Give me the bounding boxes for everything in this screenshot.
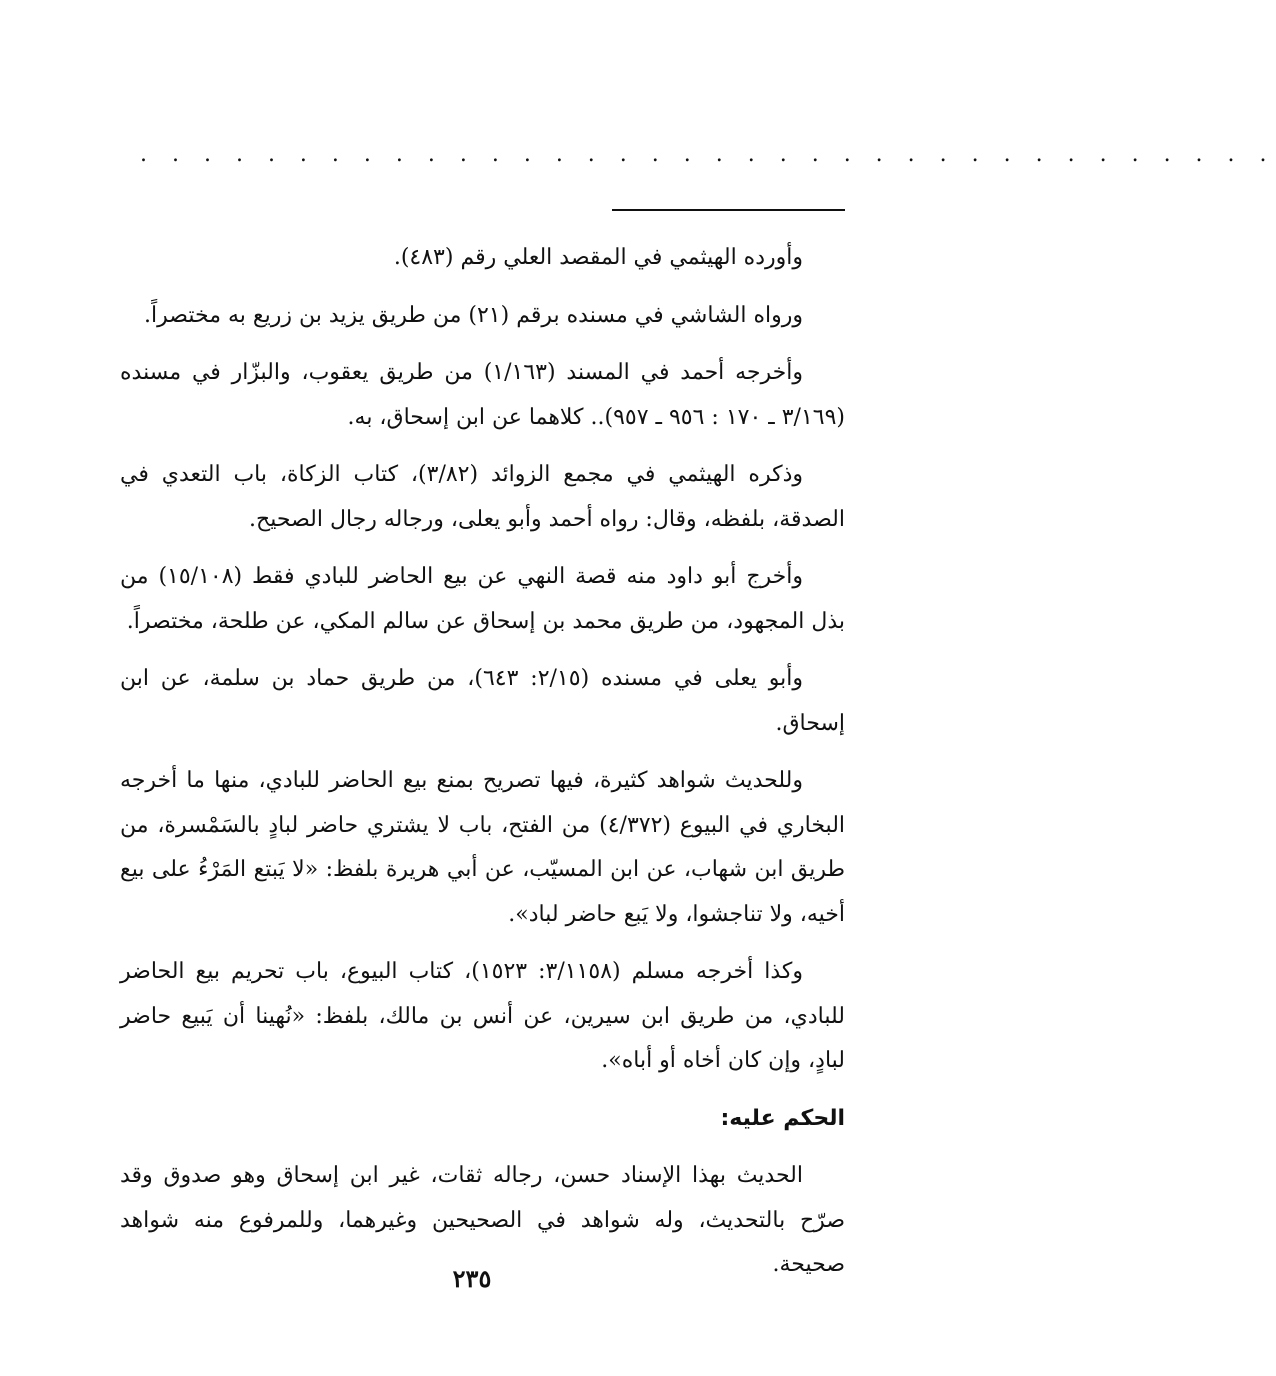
footnote-paragraph: وكذا أخرجه مسلم (٣/١١٥٨: ١٥٢٣)، كتاب البيوع، باب تحريم بيع الحاضر للبادي، من طريق ابن سيرين، عن أنس بن مالك، بلفظ: «نُهينا أن يَبيع حاضر لبادٍ، وإن كان أخاه أو أباه». [120,959,845,1073]
footnote-text [120,236,845,1301]
ruling-heading: الحكم عليه: [720,1105,845,1131]
page-number: ٢٣٥ [452,1264,492,1293]
footnote-paragraph: وأبو يعلى في مسنده (٢/١٥: ٦٤٣)، من طريق حماد بن سلمة، عن ابن إسحاق. [120,666,845,736]
footnote-rule [612,209,845,211]
dotted-separator: . . . . . . . . . . . . . . . . . . . . . . . . . . . . . . . . . . . . [140,142,1276,167]
footnote-paragraph: وذكره الهيثمي في مجمع الزوائد (٣/٨٢)، كتاب الزكاة، باب التعدي في الصدقة، بلفظه، وقال: رواه أحمد وأبو يعلى، ورجاله رجال الصحيح. [120,462,845,532]
footnote-paragraph: وللحديث شواهد كثيرة، فيها تصريح بمنع بيع الحاضر للبادي، منها ما أخرجه البخاري في البيوع (٤/٣٧٢) من الفتح، باب لا يشتري حاضر لبادٍ بالسَمْسرة، من طريق ابن شهاب، عن ابن المسيّب، عن أبي هريرة بلفظ: «لا يَبتع المَرْءُ على بيع أخيه، ولا تناجشوا، ولا يَبع حاضر لباد». [120,768,846,927]
footnote-paragraph: ورواه الشاشي في مسنده برقم (٢١) من طريق يزيد بن زريع به مختصراً. [144,302,803,328]
footnote-paragraph: وأخرجه أحمد في المسند (١/١٦٣) من طريق يعقوب، والبزّار في مسنده (٣/١٦٩ ـ ١٧٠ : ٩٥٦ ـ ٩٥٧).. كلاهما عن ابن إسحاق، به. [120,360,845,430]
footnote-paragraph: وأخرج أبو داود منه قصة النهي عن بيع الحاضر للبادي فقط (١٥/١٠٨) من بذل المجهود، من طريق محمد بن إسحاق عن سالم المكي، عن طلحة، مختصراً. [120,564,845,634]
footnote-paragraph: وأورده الهيثمي في المقصد العلي رقم (٤٨٣). [393,245,803,270]
ruling-paragraph: الحديث بهذا الإسناد حسن، رجاله ثقات، غير ابن إسحاق وهو صدوق وقد صرّح بالتحديث، وله شواهد في الصحيحين وغيرهما، وللمرفوع منه شواهد صحيحة. [120,1163,845,1277]
